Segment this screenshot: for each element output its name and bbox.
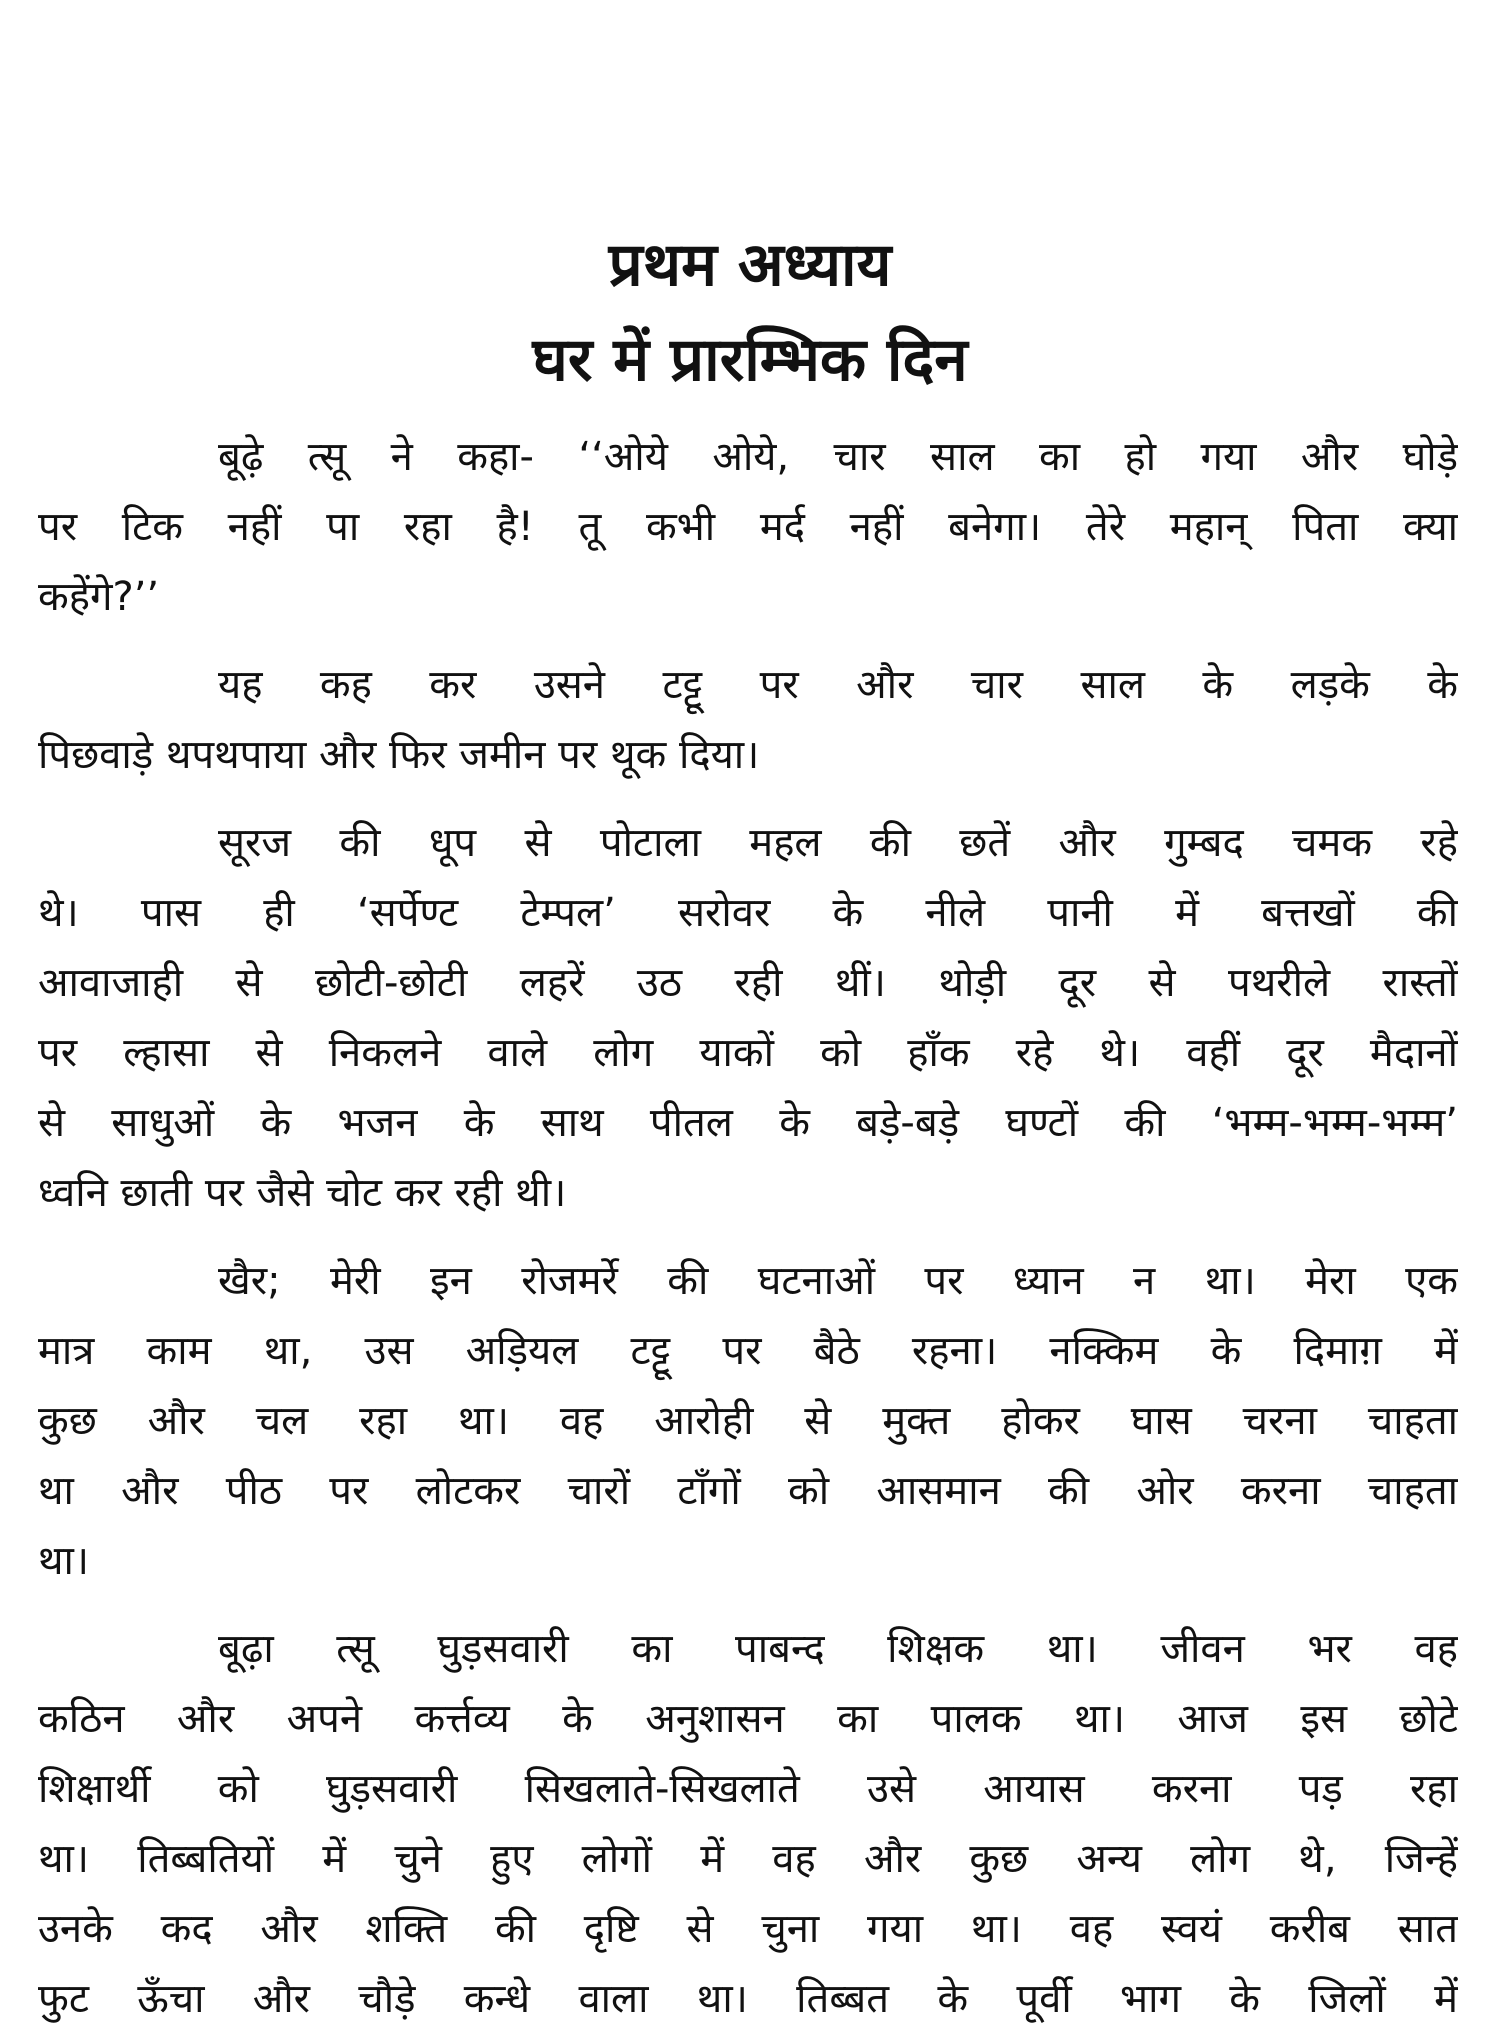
- text-line: पर टिक नहीं पा रहा है! तू कभी मर्द नहीं बनेगा। तेरे महान् पिता क्या: [38, 504, 1458, 550]
- paragraph-3: [38, 808, 1458, 1228]
- text-line: से साधुओं के भजन के साथ पीतल के बड़े-बड़े घण्टों की ‘भम्म-भम्म-भम्म’: [38, 1100, 1458, 1146]
- text-line: था और पीठ पर लोटकर चारों टाँगों को आसमान की ओर करना चाहता: [38, 1468, 1458, 1514]
- text-line: कहेंगे?’’: [38, 574, 160, 620]
- text-line: था। तिब्बतियों में चुने हुए लोगों में वह और कुछ अन्य लोग थे, जिन्हें: [38, 1836, 1458, 1882]
- text-line: पर ल्हासा से निकलने वाले लोग याकों को हाँक रहे थे। वहीं दूर मैदानों: [38, 1030, 1458, 1076]
- text-line: खैर; मेरी इन रोजमर्रे की घटनाओं पर ध्यान न था। मेरा एक: [218, 1258, 1458, 1304]
- text-line: बूढ़ा त्सू घुड़सवारी का पाबन्द शिक्षक था। जीवन भर वह: [218, 1626, 1458, 1672]
- text-line: थे। पास ही ‘सर्पेण्ट टेम्पल’ सरोवर के नीले पानी में बत्तखों की: [38, 890, 1458, 936]
- text-line: फुट ऊँचा और चौड़े कन्धे वाला था। तिब्बत के पूर्वी भाग के जिलों में: [38, 1976, 1458, 2022]
- text-line: कुछ और चल रहा था। वह आरोही से मुक्त होकर घास चरना चाहता: [38, 1398, 1458, 1444]
- paragraph-5: [38, 1614, 1458, 2034]
- paragraph-1: [38, 422, 1458, 632]
- text-line: आवाजाही से छोटी-छोटी लहरें उठ रही थीं। थोड़ी दूर से पथरीले रास्तों: [38, 960, 1458, 1006]
- chapter-number: प्रथम अध्याय: [608, 230, 892, 300]
- text-line: ध्वनि छाती पर जैसे चोट कर रही थी।: [38, 1170, 567, 1216]
- text-line: मात्र काम था, उस अड़ियल टट्टू पर बैठे रहना। नक्किम के दिमाग़ में: [38, 1328, 1458, 1374]
- text-line: कठिन और अपने कर्त्तव्य के अनुशासन का पालक था। आज इस छोटे: [38, 1696, 1458, 1742]
- chapter-title: घर में प्रारम्भिक दिन: [532, 325, 968, 395]
- paragraph-2: [38, 650, 1458, 790]
- text-line: सूरज की धूप से पोटाला महल की छतें और गुम्बद चमक रहे: [218, 820, 1458, 866]
- text-line: यह कह कर उसने टट्टू पर और चार साल के लड़के के: [218, 662, 1458, 708]
- body-text: [38, 422, 1458, 2034]
- text-line: पिछवाड़े थपथपाया और फिर जमीन पर थूक दिया।: [38, 732, 760, 778]
- text-line: शिक्षार्थी को घुड़सवारी सिखलाते-सिखलाते उसे आयास करना पड़ रहा: [38, 1766, 1458, 1812]
- text-line: बूढ़े त्सू ने कहा- ‘‘ओये ओये, चार साल का हो गया और घोड़े: [218, 434, 1458, 480]
- text-line: था।: [38, 1538, 90, 1584]
- text-line: उनके कद और शक्ति की दृष्टि से चुना गया था। वह स्वयं करीब सात: [38, 1906, 1458, 1952]
- paragraph-4: [38, 1246, 1458, 1596]
